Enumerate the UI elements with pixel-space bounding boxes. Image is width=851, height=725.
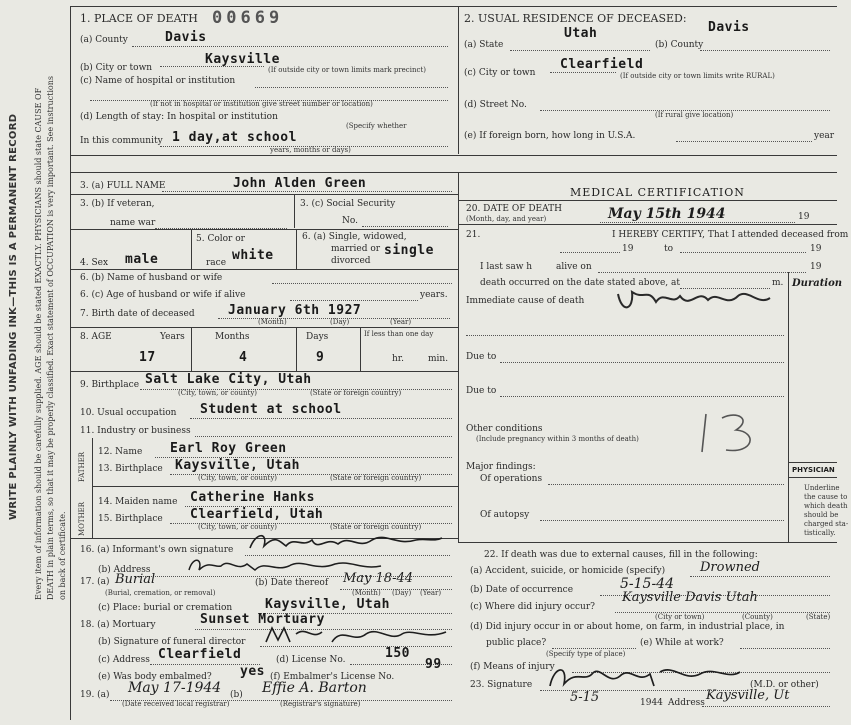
where-city-note: (City or town): [655, 613, 705, 621]
physician-label: PHYSICIAN: [792, 466, 835, 474]
residence-state-label: (a) State: [464, 40, 504, 50]
license-no: 150: [385, 646, 410, 661]
days-col: Days: [306, 332, 329, 342]
place-of-death-heading: 1. PLACE OF DEATH: [80, 12, 198, 25]
registrar-note: (Registrar's signature): [280, 700, 361, 708]
burial-place: Kaysville, Utah: [265, 597, 390, 612]
race-label: race: [206, 258, 227, 268]
signature-label: 23. Signature: [470, 680, 533, 690]
age-label: 8. AGE: [80, 332, 112, 342]
father-name: Earl Roy Green: [170, 441, 287, 456]
specify-place-note: (Specify type of place): [546, 650, 626, 658]
death-city: Kaysville: [205, 52, 280, 67]
month-note: (Month): [258, 318, 287, 326]
where-injury: Kaysville Davis Utah: [622, 590, 758, 605]
father-city-note: (City, town, or county): [198, 474, 278, 482]
full-name: John Alden Green: [233, 176, 367, 191]
hospital-label: (c) Name of hospital or institution: [80, 76, 236, 86]
where-state-note: (State): [806, 613, 831, 621]
signature-date: 5-15: [570, 690, 600, 705]
community-label: In this community: [80, 136, 163, 146]
mother-birthplace-label: 15. Birthplace: [98, 514, 163, 524]
age-months: 4: [239, 350, 248, 365]
burial-date-month-note: (Month): [352, 589, 381, 597]
rural-note: (If rural give location): [655, 111, 734, 119]
husband-wife-label: 6. (b) Name of husband or wife: [80, 273, 223, 283]
mortuary-address: Clearfield: [158, 647, 242, 662]
mother-side-label: MOTHER: [78, 501, 86, 536]
mortuary: Sunset Mortuary: [200, 612, 325, 627]
mother-name: Catherine Hanks: [190, 490, 315, 505]
year-note: (Year): [390, 318, 412, 326]
to-19: 19: [810, 244, 822, 254]
occurrence-label: (b) Date of occurrence: [470, 585, 574, 595]
death-date: May 15th 1944: [608, 206, 726, 222]
race-value: white: [232, 248, 274, 263]
duration-label: Duration: [792, 278, 843, 289]
burial-place-label: (c) Place: burial or cremation: [98, 603, 233, 613]
burial-date-day-note: (Day): [392, 589, 412, 597]
stay-label: (d) Length of stay: In hospital or institution: [80, 112, 278, 122]
other-conditions-note: (Include pregnancy within 3 months of death): [476, 435, 639, 443]
sex-value: male: [125, 252, 159, 267]
death-county: Davis: [165, 30, 207, 45]
full-name-label: 3. (a) FULL NAME: [80, 181, 166, 191]
hr-label: hr.: [392, 354, 404, 364]
death-date-label: 20. DATE OF DEATH: [466, 204, 562, 214]
residence-county: Davis: [708, 20, 750, 35]
birthplace-note: (City, town, or county): [178, 389, 258, 397]
mother-name-label: 14. Maiden name: [98, 497, 178, 507]
father-name-label: 12. Name: [98, 447, 143, 457]
embalmer-license-label: (f) Embalmer's License No.: [270, 672, 395, 682]
year-label: year: [814, 131, 835, 141]
last-saw-label: I last saw h: [480, 262, 533, 272]
death-city-note: (If outside city or town limits mark precinct): [268, 66, 426, 74]
registrar-label: (b): [230, 690, 243, 700]
color-label: 5. Color or: [196, 234, 245, 244]
industry-label: 11. Industry or business: [80, 426, 191, 436]
father-side-label: FATHER: [78, 451, 86, 482]
age-years: 17: [139, 350, 156, 365]
stay-community: 1 day,at school: [172, 130, 297, 145]
father-country-note: (State or foreign country): [330, 474, 422, 482]
certificate-number: 00669: [212, 8, 284, 28]
public-place-label: public place?: [486, 638, 547, 648]
operations-label: Of operations: [480, 474, 543, 484]
md-label: (M.D. or other): [750, 680, 819, 690]
sex-label: 4. Sex: [80, 258, 109, 268]
registrar-signature: Effie A. Barton: [262, 680, 367, 696]
residence-county-label: (b) County: [655, 40, 704, 50]
license-label: (d) License No.: [276, 655, 346, 665]
death-county-label: (a) County: [80, 35, 128, 45]
where-label: (c) Where did injury occur?: [470, 602, 595, 612]
due-to-label-2: Due to: [466, 386, 497, 396]
ssn-no-label: No.: [342, 216, 358, 226]
age-days: 9: [316, 350, 325, 365]
residence-city-label: (c) City or town: [464, 68, 536, 78]
m-label: m.: [772, 278, 784, 288]
occurred-label: death occurred on the date stated above, at: [480, 278, 681, 288]
residence-state: Utah: [564, 26, 598, 41]
min-label: min.: [428, 354, 449, 364]
mother-city-note: (City, town, or county): [198, 523, 278, 531]
name-war-label: name war: [110, 218, 156, 228]
filed-date: May 17-1944: [128, 680, 222, 696]
mother-birthplace: Clearfield, Utah: [190, 507, 324, 522]
marital-label-1: 6. (a) Single, widowed,: [302, 232, 407, 242]
item-21-label: 21.: [466, 230, 481, 240]
manner-drowned: Drowned: [700, 560, 760, 575]
occupation: Student at school: [200, 402, 342, 417]
alive-19: 19: [810, 262, 822, 272]
years-col: Years: [160, 332, 185, 342]
external-heading: 22. If death was due to external causes, fill in the following:: [484, 550, 758, 560]
certify-text: I HEREBY CERTIFY, That I attended deceased from: [612, 230, 849, 240]
residence-city: Clearfield: [560, 57, 644, 72]
marital-value: single: [384, 243, 434, 258]
at-work-label: (e) While at work?: [640, 638, 724, 648]
embalmer-license: 99: [425, 657, 442, 672]
occurrence-date: 5-15-44: [620, 576, 674, 592]
birthplace: Salt Lake City, Utah: [145, 372, 312, 387]
instructions-line-1: Every item of information should be carefully supplied. AGE should be stated EXACTLY. PHYSICIANS should state CAUSE OF: [34, 87, 43, 600]
burial-date-year-note: (Year): [420, 589, 442, 597]
spouse-age-label: 6. (c) Age of husband or wife if alive: [80, 290, 246, 300]
veteran-label: 3. (b) If veteran,: [80, 199, 155, 209]
death-date-sub: (Month, day, and year): [466, 215, 547, 223]
immediate-cause-drowned: [614, 284, 774, 320]
accident-label: (a) Accident, suicide, or homicide (specify): [470, 566, 666, 576]
day-note: (Day): [330, 318, 350, 326]
other-conditions-label: Other conditions: [466, 424, 543, 434]
due-to-label-1: Due to: [466, 352, 497, 362]
specify-note: (Specify whether: [346, 122, 407, 130]
underline-note: Underline the cause to which death should be charged sta- tistically.: [804, 484, 849, 537]
ssn-label: 3. (c) Social Security: [300, 199, 396, 209]
residence-city-note: (If outside city or town limits write RURAL): [620, 72, 775, 80]
injury-place-label: (d) Did injury occur in or about home, on farm, in industrial place, in: [470, 622, 785, 632]
residence-heading: 2. USUAL RESIDENCE OF DECEASED:: [464, 12, 687, 25]
address-label: Address: [668, 698, 705, 708]
informant-label: 16. (a) Informant's own signature: [80, 545, 234, 555]
street-note: (If not in hospital or institution give street number or location): [150, 100, 373, 108]
burial-date-label: (b) Date thereof: [255, 578, 329, 588]
means-of-injury-label: (f) Means of injury: [470, 662, 555, 672]
embalmed-value: yes: [240, 664, 265, 679]
signature-year: 1944: [640, 698, 663, 708]
years-label: years.: [420, 290, 448, 300]
months-col: Months: [215, 332, 250, 342]
street-no-label: (d) Street No.: [464, 100, 527, 110]
from-19: 19: [622, 244, 634, 254]
marital-label-3: divorced: [331, 256, 371, 266]
death-city-label: (b) City or town: [80, 63, 153, 73]
father-birthplace: Kaysville, Utah: [175, 458, 300, 473]
foreign-born-label: (e) If foreign born, how long in U.S.A.: [464, 131, 636, 141]
less-day-note: If less than one day: [364, 330, 434, 338]
birth-date-label: 7. Birth date of deceased: [80, 309, 195, 319]
units-note: years, months or days): [270, 146, 351, 154]
medical-heading: MEDICAL CERTIFICATION: [570, 186, 745, 199]
burial-note: (Burial, cremation, or removal): [105, 589, 216, 597]
country-note: (State or foreign country): [310, 389, 402, 397]
filed-note: (Date received local registrar): [122, 700, 230, 708]
mortuary-address-label: (c) Address: [98, 655, 150, 665]
mortuary-label: 18. (a) Mortuary: [80, 620, 156, 630]
birth-date: January 6th 1927: [228, 303, 362, 318]
signature-address: Kaysville, Ut: [706, 688, 790, 703]
major-findings-label: Major findings:: [466, 462, 536, 472]
death-date-19: 19: [798, 212, 810, 222]
to-label: to: [664, 244, 674, 254]
occupation-label: 10. Usual occupation: [80, 408, 177, 418]
filed-label: 19. (a): [80, 690, 110, 700]
director-label: (b) Signature of funeral director: [98, 637, 246, 647]
immediate-cause-label: Immediate cause of death: [466, 296, 585, 306]
burial-label: 17. (a): [80, 577, 110, 587]
birthplace-label: 9. Birthplace: [80, 380, 140, 390]
embalmed-label: (e) Was body embalmed?: [98, 672, 212, 682]
autopsy-label: Of autopsy: [480, 510, 530, 520]
alive-on-label: alive on: [556, 262, 592, 272]
instructions-line-3: on back of certificate.: [58, 511, 67, 600]
permanent-record-note: WRITE PLAINLY WITH UNFADING INK—THIS IS A PERMANENT RECORD: [8, 113, 19, 520]
burial-date: May 18-44: [343, 571, 414, 586]
burial-type: Burial: [115, 572, 156, 587]
instructions-line-2: DEATH in plain terms, so that it may be properly classified. Exact statement of OCCUPATION is very important. See instructions: [46, 76, 55, 600]
marital-label-2: married or: [331, 244, 381, 254]
informant-address-label: (b) Address: [98, 565, 151, 575]
where-county-note: (County): [742, 613, 773, 621]
father-birthplace-label: 13. Birthplace: [98, 464, 163, 474]
mother-country-note: (State or foreign country): [330, 523, 422, 531]
